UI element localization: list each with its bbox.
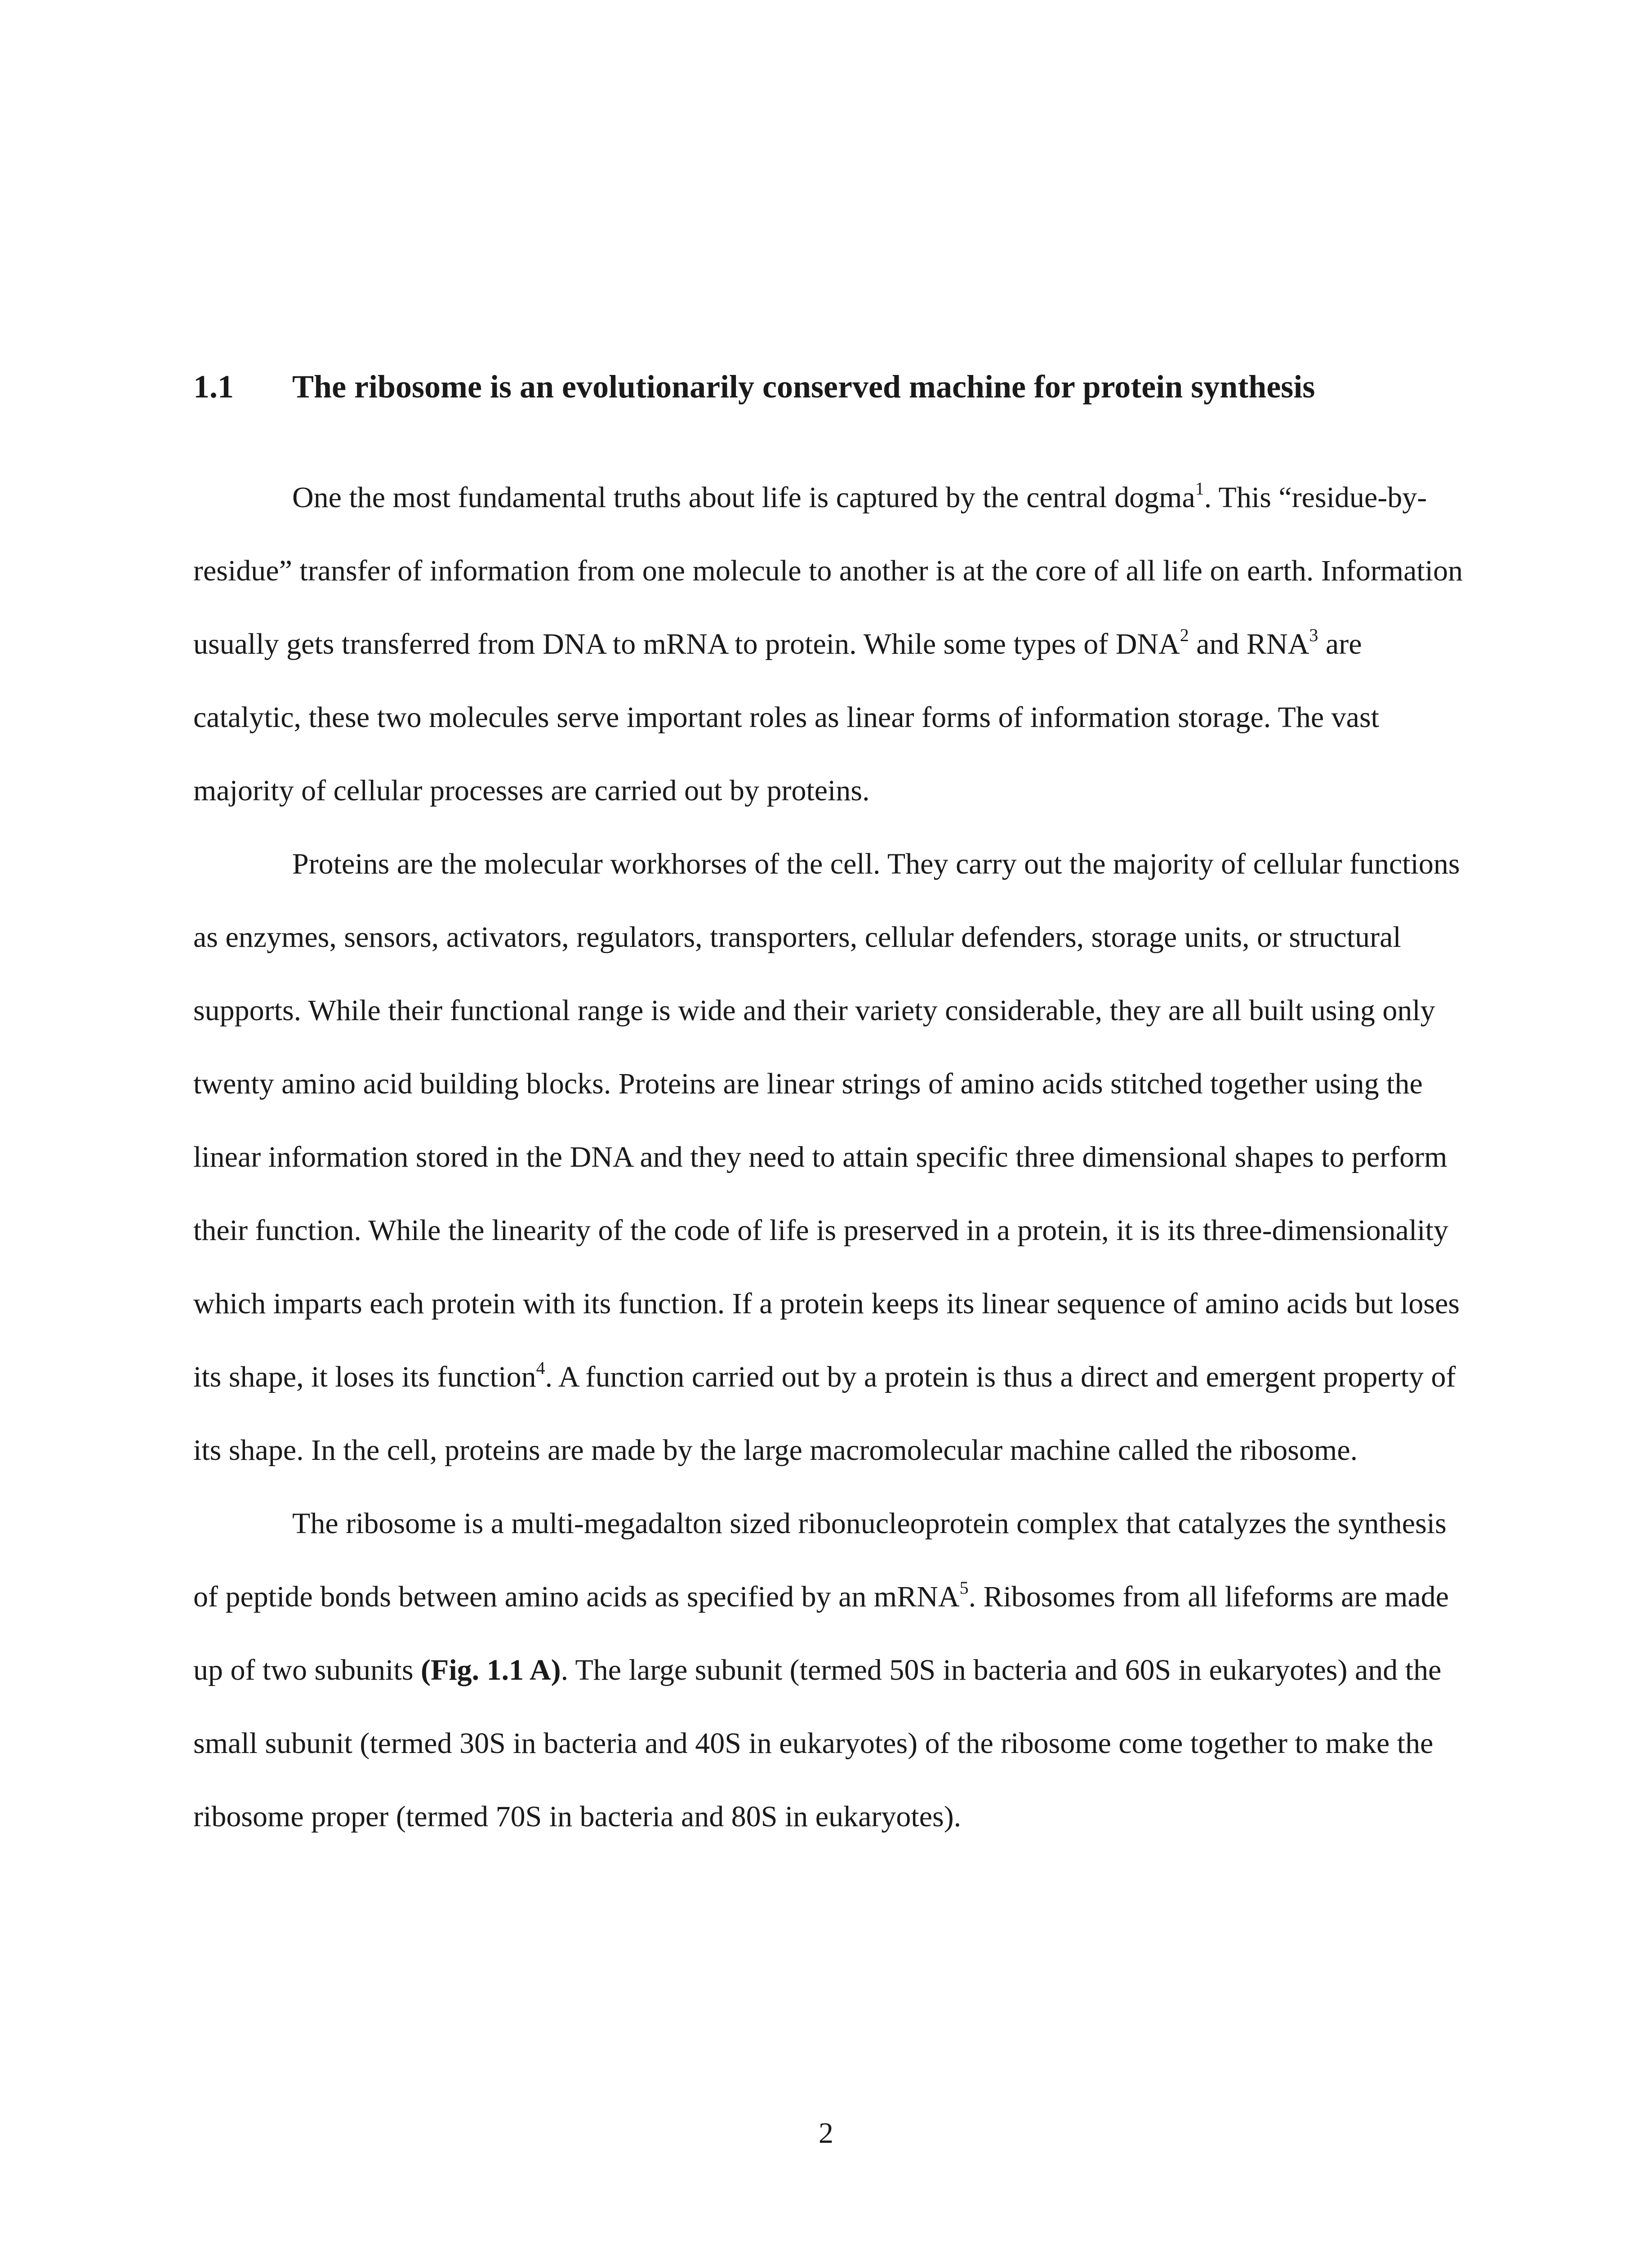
paragraph-3-text-b: . Ribosomes from all lifeforms are made up of two subunits [193,1580,1449,1686]
figure-reference: (Fig. 1.1 A) [421,1654,561,1686]
section-title: The ribosome is an evolutionarily conserved machine for protein synthesis [292,369,1315,405]
page-number: 2 [819,2117,833,2150]
paragraph-2 [193,827,1470,1487]
paragraph-1-text-c: and RNA [1189,628,1309,660]
paragraph-1-text-b: . This “residue-by-residue” transfer of information from one molecule to another is at the core of all life on earth. Information usually gets transferred from DNA to mRNA to protein. While some types of DNA [193,481,1463,660]
body-text [193,461,1470,1853]
reference-superscript: 2 [1180,625,1189,645]
paragraph-2-text-b: . A function carried out by a protein is thus a direct and emergent property of its shape. In the cell, proteins are made by the large macromolecular machine called the ribosome. [193,1360,1456,1467]
paragraph-3-text-a: The ribosome is a multi-megadalton sized ribonucleoprotein complex that catalyzes the synthesis of peptide bonds between amino acids as specified by an mRNA [193,1507,1447,1613]
reference-superscript: 1 [1195,478,1204,499]
paragraph-1-text-d: are catalytic, these two molecules serve important roles as linear forms of information storage. The vast majority of cellular processes are carried out by proteins. [193,628,1379,807]
reference-superscript: 4 [536,1358,545,1378]
section-number: 1.1 [193,369,234,405]
paragraph-3-text-c: . The large subunit (termed 50S in bacteria and 60S in eukaryotes) and the small subunit (termed 30S in bacteria and 40S in eukaryotes) of the ribosome come together to make the ribosome proper (termed 70S in bacteria and 80S in eukaryotes). [193,1654,1442,1833]
paragraph-1 [193,461,1470,827]
reference-superscript: 5 [959,1578,969,1598]
paragraph-2-text-a: Proteins are the molecular workhorses of the cell. They carry out the majority of cellular functions as enzymes, sensors, activators, regulators, transporters, cellular defenders, storage units, or structural supports. While their functional range is wide and their variety considerable, they are all built using only twenty amino acid building blocks. Proteins are linear strings of amino acids stitched together using the linear information stored in the DNA and they need to attain specific three dimensional shapes to perform their function. While the linearity of the code of life is preserved in a protein, it is its three-dimensionality which imparts each protein with its function. If a protein keeps its linear sequence of amino acids but loses its shape, it loses its function [193,847,1460,1393]
paragraph-3 [193,1487,1470,1853]
reference-superscript: 3 [1309,625,1318,645]
section-heading [193,366,1474,407]
paragraph-1-text-a: One the most fundamental truths about life is captured by the central dogma [292,481,1195,514]
